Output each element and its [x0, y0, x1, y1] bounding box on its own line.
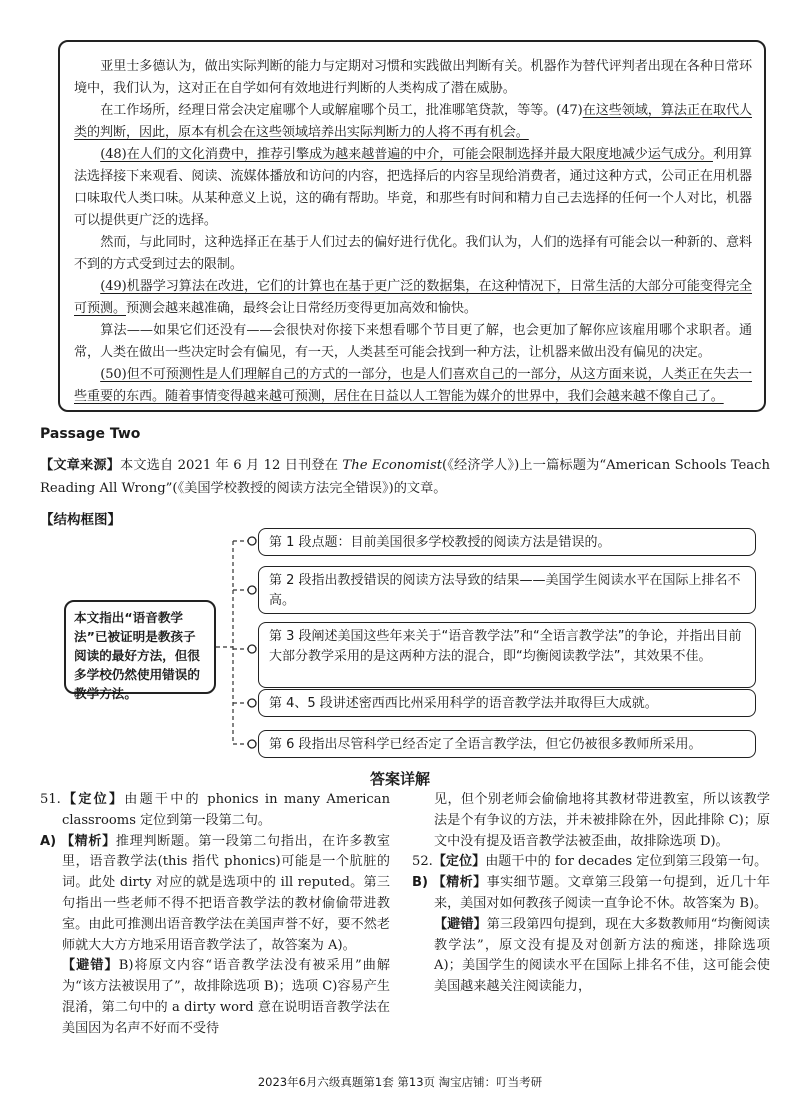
question-number: 51. [40, 792, 61, 807]
analysis-text: 推理判断题。第一段第二句指出，在许多教室里，语音教学法(this 指代 phonics)可能是一个肮脏的词。此处 dirty 对应的就是选项中的 ill reputed。第三句指出一些老师不得不把语音教学法的教材偷偷带进教室。由此可推测出语音教学法在美国声誉不好，要不然老师就大大方方地采用语音教学法了，故答案为 A)。 [62, 833, 390, 953]
underlined-translation-48: (48)在人们的文化消费中，推荐引擎成为越来越普遍的中介，可能会限制选择并最大限度地减少运气成分。 [100, 147, 713, 162]
error-label: 【避错】 [62, 958, 119, 974]
structure-node: 第 3 段阐述美国这些年来关于“语音教学法”和“全语言教学法”的争论，并指出目前大部分教学采用的是这两种方法的混合，即“均衡阅读教学法”，其效果不佳。 [258, 622, 756, 688]
answer-location [412, 852, 770, 873]
main-point-box: 本文指出“语音教学法”已被证明是教孩子阅读的最好方法，但很多学校仍然使用错误的教学方法。 [64, 600, 216, 694]
source-text: 本文选自 2021 年 6 月 12 日刊登在 [120, 458, 343, 473]
source-label: 【文章来源】 [40, 458, 120, 473]
question-number: 52. [412, 854, 433, 870]
translation-text: 利用算法选择接下来观看、阅读、流媒体播放和访问的内容，把选择后的内容呈现给消费者，通过这种方式，公司正在用机器口味取代人类口味。从某种意义上说，这的确有帮助。毕竟，和那些有时间和精力自己去选择的任何一个人对比，机器可以提供更广泛的选择。 [74, 147, 753, 228]
translation-text: 在工作场所，经理日常会决定雇哪个人或解雇哪个员工，批准哪笔贷款，等等。(47) [100, 103, 583, 118]
underlined-translation-50: (50)但不可预测性是人们理解自己的方式的一部分，也是人们喜欢自己的一部分，从这方面来说，人类正在失去一些重要的东西。随着事情变得越来越可预测，居住在日益以人工智能为媒介的世界中，我们会越来越不像自己了。 [74, 367, 752, 404]
underlined-translation-49: (49)机器学习算法在改进，它们的计算也在基于更广泛的数据集，在这种情况下，日常生活的大部分可能变得完全可预测。 [74, 279, 752, 316]
location-text: 由题干中的 phonics in many American classrooms 定位到第一段第二句。 [62, 792, 391, 828]
answers-left-column [40, 790, 390, 1040]
answers-title: 答案详解 [369, 770, 430, 788]
translation-text: 预测会越来越准确，最终会让日常经历变得更加高效和愉快。 [125, 301, 477, 316]
structure-label: 【结构框图】 [40, 512, 121, 528]
source-text: (《经济学人》)上一篇标题为“American Schools Teach Reading All Wrong”(《美国学校教授的阅读方法完全错误》)的文章。 [40, 458, 771, 496]
analysis-label: 【精析】 [60, 833, 116, 849]
location-label: 【定位】 [60, 792, 125, 807]
answer-error-continued: 见，但个别老师会偷偷地将其教材带进教室，所以该教学法是个有争议的方法，并未被排除在外，因此排除 C)；原文中没有提及语音教学法被歪曲，故排除选项 D)。 [434, 792, 770, 849]
structure-node: 第 2 段指出教授错误的阅读方法导致的结果——美国学生阅读水平在国际上排名不高。 [258, 566, 756, 614]
answer-option: A) [40, 833, 57, 849]
error-text: 第三段第四句提到，现在大多数教师用“均衡阅读教学法”，原文没有提及对创新方法的痴迷，排除选项 A)；美国学生的阅读水平在国际上排名不佳，这可能会使美国越来越关注阅读能力， [434, 916, 770, 995]
translation-paragraph: 亚里士多德认为，做出实际判断的能力与定期对习惯和实践做出判断有关。机器作为替代评判者出现在各种日常环境中，我们认为，这对正在自学如何有效地进行判断的人类构成了潜在威胁。 [74, 59, 752, 96]
location-label: 【定位】 [432, 854, 486, 870]
translation-paragraph: 然而，与此同时，这种选择正在基于人们过去的偏好进行优化。我们认为，人们的选择有可能会以一种新的、意料不到的方式受到过去的限制。 [74, 235, 752, 272]
analysis-label: 【精析】 [432, 875, 487, 891]
answer-error-avoidance [412, 915, 770, 998]
answer-analysis [40, 832, 390, 957]
location-text: 由题干中的 for decades 定位到第三段第一句。 [485, 854, 768, 870]
error-text: B)将原文内容“语音教学法没有被采用”曲解为“该方法被误用了”，故排除选项 B)；选项 C)容易产生混淆，第二句中的 a dirty word 意在说明语音教学法在美国因为名声不好而不受待 [62, 958, 391, 1036]
structure-node: 第 1 段点题：目前美国很多学校教授的阅读方法是错误的。 [258, 528, 756, 556]
translation-paragraph: 算法——如果它们还没有——会很快对你接下来想看哪个节目更了解，也会更加了解你应该雇用哪个求职者。通常，人类在做出一些决定时会有偏见，有一天，人类甚至可能会找到一种方法，让机器来做出没有偏见的决定。 [74, 323, 752, 360]
answers-right-column [412, 790, 770, 998]
underlined-translation-47: 在这些领域，算法正在取代人类的判断，因此，原本有机会在这些领域培养出实际判断力的人将不再有机会。 [74, 103, 752, 140]
error-label: 【避错】 [434, 916, 487, 932]
structure-node: 第 6 段指出尽管科学已经否定了全语言教学法，但它仍被很多教师所采用。 [258, 730, 756, 758]
answer-location [40, 790, 390, 832]
structure-node: 第 4、5 段讲述密西西比州采用科学的语音教学法并取得巨大成就。 [258, 689, 756, 717]
analysis-text: 事实细节题。文章第三段第一句提到，近几十年来，美国对如何教孩子阅读一直争论不休。故答案为 B)。 [434, 875, 771, 911]
passage-title: Passage Two [40, 426, 141, 442]
answer-analysis [412, 873, 770, 915]
answer-option: B) [412, 875, 428, 891]
answer-error-avoidance [40, 956, 390, 1039]
magazine-name: The Economist [342, 458, 443, 473]
page-footer: 2023年6月六级真题第1套 第13页 淘宝店铺：叮当考研 [257, 1075, 543, 1089]
